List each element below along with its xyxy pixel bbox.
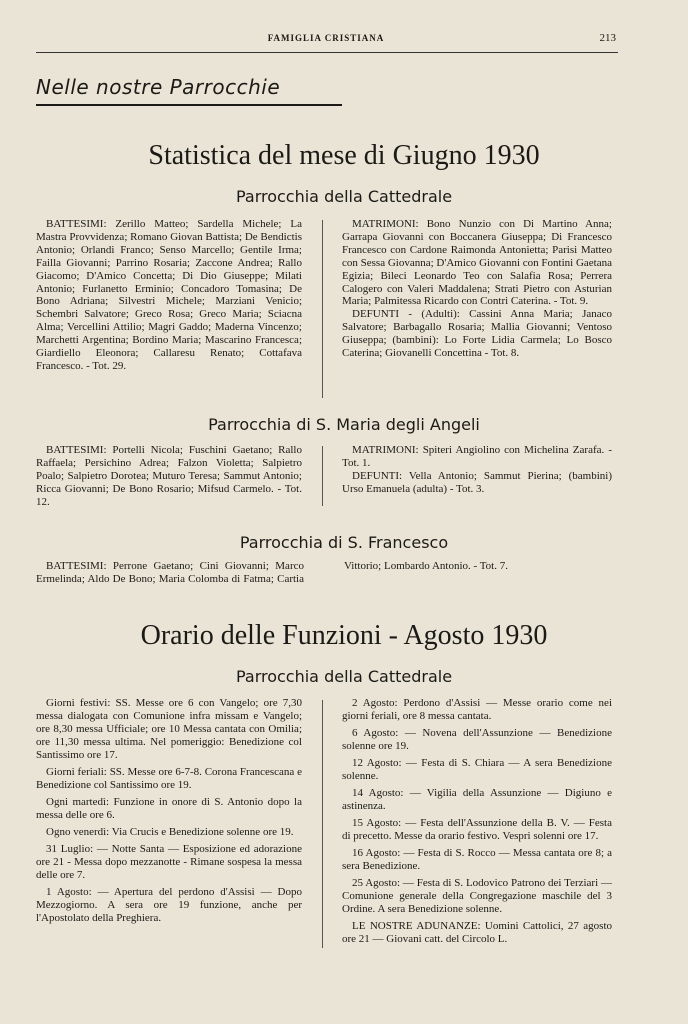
schedule-entry: Ogni martedì: Funzione in onore di S. Antonio dopo la messa delle ore 6.: [36, 795, 302, 821]
cattedrale-marriages: MATRIMONI: Bono Nunzio con Di Martino Anna; Garrapa Giovanni con Boccanera Giuseppa; Di Francesco Francesco con Cardone Raimonda Antonietta; Parisi Matteo con Sessa Giovanna; D'Amico Giovanni con Fontini Gaetana Egizia; Bileci Leonardo Teo con Salafia Rosa; Perrera Calogero con Valeri Maddalena; Strati Pietro con Asturian Maria; Palmitessa Ricardo con Contri Caterina. - Tot. 9.: [342, 218, 612, 308]
cattedrale-baptisms-column: [36, 218, 302, 373]
schedule-entry: 14 Agosto: — Vigilia della Assunzione — Digiuno e astinenza.: [342, 787, 612, 812]
schedule-entry: Ogno venerdì: Via Crucis e Benedizione solenne ore 19.: [46, 825, 294, 838]
parish-heading-santa-maria: Parrocchia di S. Maria degli Angeli: [208, 415, 480, 434]
section-heading: Nelle nostre Parrocchie: [36, 75, 281, 99]
statistics-title: Statistica del mese di Giugno 1930: [148, 140, 540, 171]
santa-maria-left-column: [36, 444, 302, 509]
schedule-entry: 15 Agosto: — Festa dell'Assunzione della B. V. — Festa di precetto. Messe da orario festivo. Vespri solenni ore 17.: [342, 817, 612, 842]
parish-heading-cattedrale: Parrocchia della Cattedrale: [235, 187, 453, 206]
santa-maria-right-column: [342, 444, 612, 496]
column-divider: [322, 446, 323, 506]
column-divider: [322, 220, 323, 398]
san-francesco-baptisms: BATTESIMI: Perrone Gaetano; Cini Giovanni; Marco Ermelinda; Aldo De Bono; Maria Colomba di Fatma; Cartia Vittorio; Lombardo Antonio. - Tot. 7.: [36, 560, 508, 585]
header-rule: [36, 52, 618, 53]
schedule-entry: 12 Agosto: — Festa di S. Chiara — A sera Benedizione solenne.: [342, 757, 612, 782]
schedule-entry: 25 Agosto: — Festa di S. Lodovico Patrono dei Terziari — Comunione generale della Congregazione maschile del 3 Ordine. A sera Benedizione solenne.: [342, 877, 612, 915]
schedule-title: Orario delle Funzioni - Agosto 1930: [140, 620, 548, 651]
parish-heading-schedule: Parrocchia della Cattedrale: [235, 667, 453, 686]
cattedrale-right-column: [342, 218, 612, 360]
column-divider: [322, 700, 323, 948]
cattedrale-baptisms: BATTESIMI: Zerillo Matteo; Sardella Michele; La Mastra Provvidenza; Romano Giovan Battista; De Bendictis Antonio; Orlandi Franco; Senso Marcello; Gentile Irma; Failla Giovanni; Parrino Rosaria; Zaccone Andrea; Rallo Giacomo; D'Amico Concetta; Di Dio Giuseppe; Milati Antonio; Furlanetto Erminio; Concadoro Tomasina; De Bono Adriana; Silvestri Michele; Marziani Venicio; Schembri Salvatore; Greco Rosa; Greco Maria; Sciacna Alma; Vercellini Attilio; Magri Gaddo; Maderna Vincenzo; Marchetti Argentina; Bordino Maria; Mascarino Francesca; Giardiello Eleonora; Callaresu Renato; Cottafava Francesco. - Tot. 29.: [36, 218, 302, 372]
schedule-left-column: [36, 697, 302, 929]
schedule-entry: 2 Agosto: Perdono d'Assisi — Messe orario come nei giorni feriali, ore 8 messa cantata.: [342, 697, 612, 722]
section-underline: [36, 104, 342, 106]
schedule-entry: LE NOSTRE ADUNANZE: Uomini Cattolici, 27 agosto ore 21 — Giovani catt. del Circolo L.: [342, 919, 612, 945]
schedule-right-column: [342, 697, 612, 950]
san-francesco-text: [36, 560, 612, 586]
cattedrale-deaths: DEFUNTI - (Adulti): Cassini Anna Maria; Janaco Salvatore; Barbagallo Rosaria; Mallia Giovanni; Ventoso Giuseppa; (bambini): Lo Forte Lidia Carmela; Lo Bosco Caterina; Giovanelli Concettina - Tot. 8.: [342, 308, 612, 360]
schedule-entry: Giorni festivi: SS. Messe ore 6 con Vangelo; ore 7,30 messa dialogata con Comunione infra missam e Vangelo; ore 8,30 messa Ufficiale; ore 10 Messa cantata con Omilia; ore 11,30 messa ultima. Nel pomeriggio: Benedizione col Santissimo ore 17.: [36, 697, 302, 761]
santa-maria-deaths: DEFUNTI: Vella Antonio; Sammut Pierina; (bambini) Urso Emanuela (adulta) - Tot. 3.: [342, 469, 612, 495]
parish-heading-san-francesco: Parrocchia di S. Francesco: [239, 533, 449, 552]
schedule-entry: 31 Luglio: — Notte Santa — Esposizione ed adorazione ore 21 - Messa dopo mezzanotte - Rimane sospesa la messa delle ore 7.: [36, 842, 302, 881]
schedule-entry: 6 Agosto: — Novena dell'Assunzione — Benedizione solenne ore 19.: [342, 727, 612, 752]
running-head: [36, 33, 616, 47]
running-title: FAMIGLIA CRISTIANA: [267, 33, 385, 43]
page-number: 213: [599, 32, 616, 44]
santa-maria-baptisms: BATTESIMI: Portelli Nicola; Fuschini Gaetano; Rallo Raffaela; Persichino Adrea; Falzon Violetta; Salpietro Poalo; Salpietro Dorotea; Muturo Teresa; Sammut Antonio; Ricca Giovanni; De Bono Rosario; Mifsud Carmelo. - Tot. 12.: [36, 444, 302, 508]
santa-maria-marriages: MATRIMONI: Spiteri Angiolino con Michelina Zarafa. - Tot. 1.: [342, 444, 612, 469]
schedule-entry: 1 Agosto: — Apertura del perdono d'Assisi — Dopo Mezzogiorno. A sera ore 19 funzione, anche per l'Apostolato della Preghiera.: [36, 885, 302, 924]
schedule-entry: 16 Agosto: — Festa di S. Rocco — Messa cantata ore 8; a sera Benedizione.: [342, 847, 612, 872]
schedule-entry: Giorni feriali: SS. Messe ore 6-7-8. Corona Francescana e Benedizione col Santissimo ore 19.: [36, 765, 302, 791]
